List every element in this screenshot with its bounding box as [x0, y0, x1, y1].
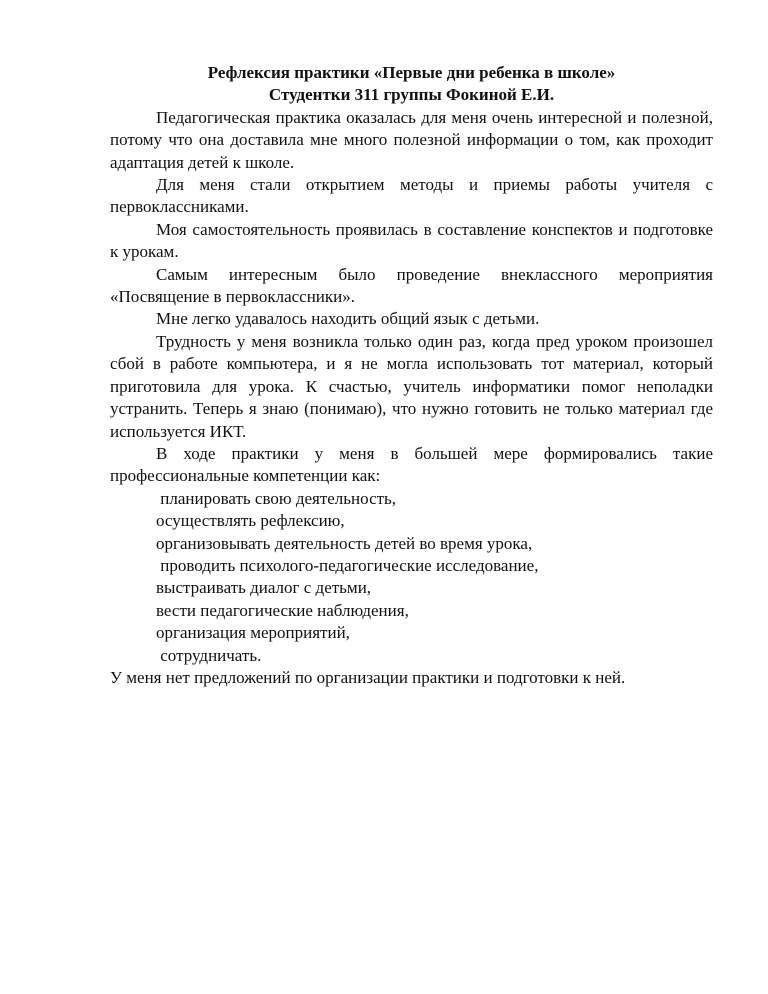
list-item: вести педагогические наблюдения, — [156, 600, 409, 620]
title-line-1: Рефлексия практики «Первые дни ребенка в школе» — [207, 63, 616, 82]
paragraph-competencies-intro: В ходе практики у меня в большей мере формировались такие профессиональные компетенции как: — [110, 443, 713, 486]
title-line-2: Студентки 311 группы Фокиной Е.И. — [268, 85, 555, 105]
paragraph-intro: Педагогическая практика оказалась для меня очень интересной и полезной, потому что она доставила мне много полезной информации о том, как проходит адаптация детей к школе. — [110, 107, 713, 172]
list-item: организация мероприятий, — [156, 623, 350, 643]
document-page — [110, 62, 713, 689]
paragraph-methods: Для меня стали открытием методы и приемы работы учителя с первоклассниками. — [110, 175, 713, 217]
list-item: планировать свою деятельность, — [156, 488, 397, 508]
list-item: сотрудничать. — [156, 645, 262, 665]
paragraph-event: Самым интересным было проведение внеклассного мероприятия «Посвящение в первоклассники». — [110, 264, 713, 307]
paragraph-independence: Моя самостоятельность проявилась в составление конспектов и подготовке к урокам. — [110, 219, 713, 262]
list-item: проводить психолого-педагогические исследование, — [156, 555, 539, 575]
list-item: организовывать деятельность детей во время урока, — [156, 533, 533, 553]
document-title — [110, 62, 713, 107]
paragraph-rapport: Мне легко удавалось находить общий язык с детьми. — [156, 309, 540, 329]
list-item: осуществлять рефлексию, — [156, 511, 345, 531]
paragraph-difficulty: Трудность у меня возникла только один раз, когда пред уроком произошел сбой в работе компьютера, и я не могла использовать тот материал, который приготовила для урока. К счастью, учитель информатики помог неполадки устранить. Теперь я знаю (понимаю), что нужно готовить не только материал где используется ИКТ. — [110, 331, 713, 441]
closing-paragraph: У меня нет предложений по организации практики и подготовки к ней. — [110, 667, 626, 687]
competencies-list — [110, 488, 713, 667]
list-item: выстраивать диалог с детьми, — [156, 578, 372, 598]
